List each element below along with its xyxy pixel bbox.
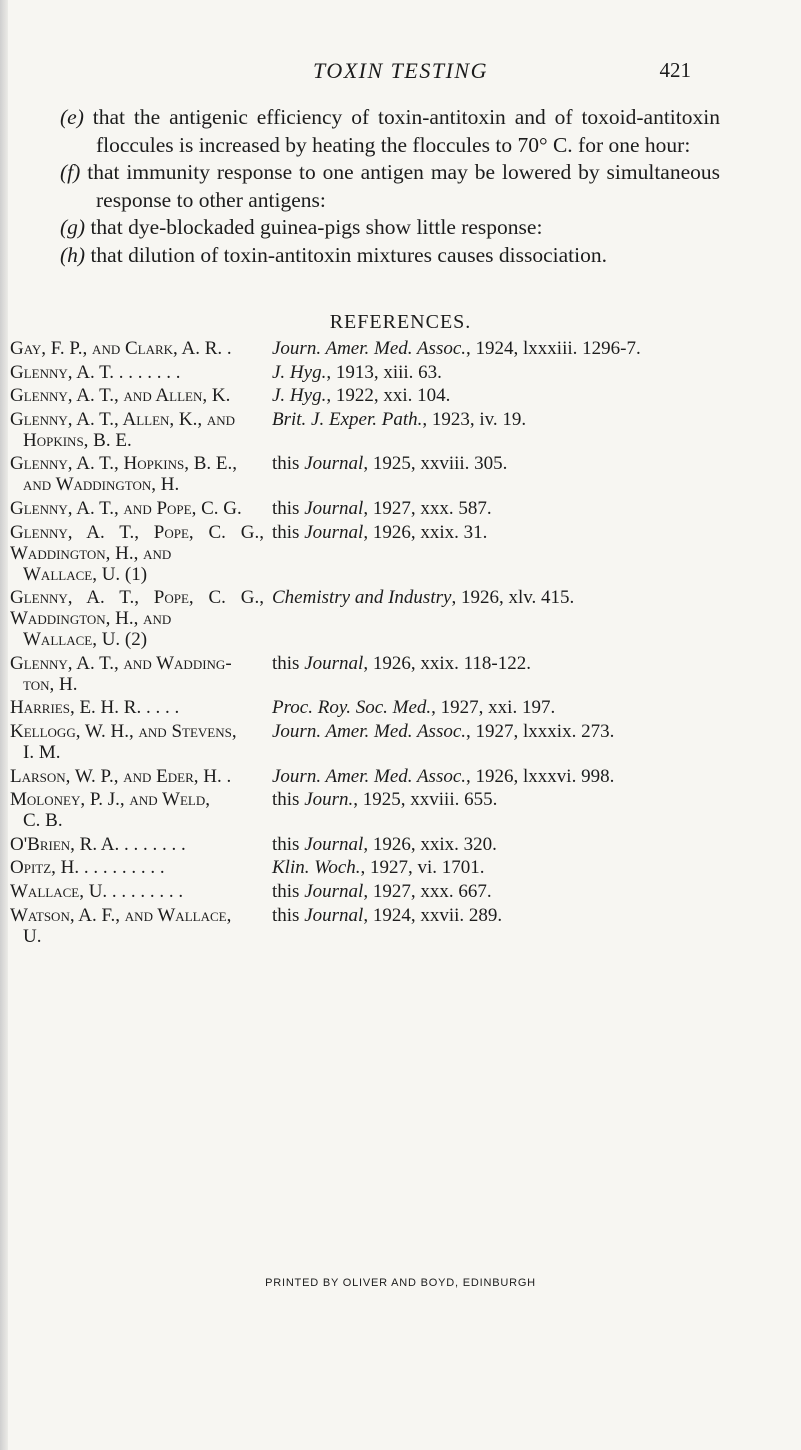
reference-details: , 1924, xxvii. 289. (363, 904, 503, 926)
reference-authors-continuation: Hopkins, B. E. (23, 429, 132, 451)
reference-authors-line: Opitz, H. . . . . . . . . . (10, 857, 165, 879)
reference-details: , 1923, iv. 19. (422, 408, 527, 430)
reference-authors (0, 721, 264, 763)
running-title: TOXIN TESTING (313, 58, 488, 83)
reference-details: , 1926, xxix. 320. (363, 833, 497, 855)
conclusion-text: that dilution of toxin-antitoxin mixtures causes dissociation. (90, 242, 607, 267)
reference-authors (0, 362, 264, 383)
reference-source (264, 453, 507, 495)
reference-source (264, 653, 531, 695)
reference-details: , 1925, xxviii. 305. (363, 453, 508, 475)
reference-authors (0, 453, 264, 495)
reference-journal: Chemistry and Industry (272, 587, 452, 609)
reference-journal: Journal (304, 497, 364, 519)
reference-authors (0, 766, 264, 787)
reference-item (0, 653, 801, 695)
conclusion-marker: (g) (60, 215, 91, 239)
reference-journal: Journal (304, 833, 364, 855)
reference-authors (0, 587, 264, 650)
reference-journal: Journal (304, 521, 364, 543)
reference-authors (0, 857, 264, 878)
reference-authors-continuation: Wallace, U. (2) (23, 629, 148, 651)
reference-authors-continuation: ton, H. (23, 673, 78, 695)
reference-details: , 1926, xlv. 415. (451, 587, 575, 609)
reference-item (0, 697, 801, 718)
reference-authors-line: Watson, A. F., and Wallace, (10, 904, 232, 926)
reference-authors (0, 498, 264, 519)
reference-authors-continuation: and Waddington, H. (23, 474, 180, 496)
reference-item (0, 789, 801, 831)
references-heading: REFERENCES. (329, 311, 472, 333)
printer-imprint: PRINTED BY OLIVER AND BOYD, EDINBURGH (265, 1277, 536, 1289)
reference-prefix: this (272, 904, 305, 926)
reference-authors-line: Glenny, A. T., and Wadding- (10, 652, 232, 674)
reference-journal: Klin. Woch. (272, 857, 361, 879)
reference-authors-line: Harries, E. H. R. . . . . (10, 697, 180, 719)
reference-journal: Proc. Roy. Soc. Med. (272, 697, 432, 719)
reference-authors-line: Glenny, A. T., Pope, C. G., Waddington, H., and (10, 521, 264, 564)
reference-authors-line: Kellogg, W. H., and Stevens, (10, 720, 237, 742)
reference-details: , 1927, lxxxix. 273. (466, 720, 615, 742)
conclusion-marker: (e) (60, 105, 93, 129)
conclusion-item (60, 214, 720, 242)
reference-journal: Journ. Amer. Med. Assoc. (272, 765, 467, 787)
reference-source (264, 721, 614, 763)
reference-authors-continuation: U. (23, 925, 42, 947)
reference-details: , 1913, xiii. 63. (326, 361, 442, 383)
reference-journal: Brit. J. Exper. Path. (272, 408, 423, 430)
page-number: 421 (659, 58, 691, 82)
reference-item (0, 905, 801, 947)
reference-prefix: this (272, 652, 305, 674)
reference-authors (0, 522, 264, 585)
reference-prefix: this (272, 497, 305, 519)
conclusion-text: that immunity response to one antigen may be lowered by simultaneous response to other antigens: (87, 160, 721, 212)
reference-authors (0, 905, 264, 947)
reference-authors-continuation: I. M. (23, 741, 61, 763)
reference-journal: J. Hyg. (272, 361, 327, 383)
reference-item (0, 362, 801, 383)
reference-authors-line: Wallace, U. . . . . . . . . (10, 880, 184, 902)
reference-item (0, 766, 801, 787)
conclusion-text: that dye-blockaded guinea-pigs show little response: (90, 215, 543, 239)
reference-details: , 1927, xxx. 587. (363, 497, 492, 519)
reference-authors-line: Gay, F. P., and Clark, A. R. . (10, 338, 232, 359)
reference-journal: J. Hyg. (272, 385, 327, 407)
reference-details: , 1927, xxx. 667. (363, 880, 492, 902)
reference-authors-line: Glenny, A. T., Allen, K., and (10, 408, 236, 430)
reference-authors (0, 338, 264, 359)
reference-authors-line: Glenny, A. T., and Allen, K. (10, 385, 231, 407)
reference-authors-line: Glenny, A. T., Hopkins, B. E., (10, 453, 237, 475)
conclusion-item (60, 159, 720, 214)
reference-prefix: this (272, 880, 305, 902)
reference-authors-continuation: Wallace, U. (1) (23, 563, 148, 585)
reference-details: , 1924, lxxxiii. 1296-7. (466, 338, 641, 359)
conclusion-item (60, 242, 720, 270)
reference-details: , 1926, xxix. 31. (363, 521, 488, 543)
reference-details: , 1926, xxix. 118-122. (363, 652, 531, 674)
reference-journal: Journal (304, 880, 364, 902)
reference-journal: Journ. (304, 789, 354, 811)
reference-authors (0, 385, 264, 406)
reference-source (264, 409, 526, 451)
reference-item (0, 338, 801, 359)
reference-authors (0, 697, 264, 718)
conclusion-item (60, 104, 720, 159)
reference-journal: Journ. Amer. Med. Assoc. (272, 338, 467, 359)
reference-item (0, 498, 801, 519)
reference-journal: Journal (304, 904, 364, 926)
conclusion-text: that the antigenic efficiency of toxin-antitoxin and of toxoid-antitoxin floccules is increased by heating the floccules to 70° C. for one hour: (92, 105, 720, 157)
reference-item (0, 834, 801, 855)
reference-source (264, 697, 555, 718)
reference-item (0, 587, 801, 650)
conclusion-marker: (h) (60, 242, 91, 267)
reference-prefix: this (272, 521, 305, 543)
reference-authors-line: Moloney, P. J., and Weld, (10, 789, 210, 811)
reference-item (0, 522, 801, 585)
reference-authors-line: O'Brien, R. A. . . . . . . . (10, 833, 186, 855)
reference-source (264, 881, 492, 902)
reference-details: , 1927, vi. 1701. (360, 857, 485, 879)
reference-item (0, 881, 801, 902)
reference-item (0, 409, 801, 451)
reference-authors-continuation: C. B. (23, 810, 63, 832)
reference-prefix: this (272, 789, 305, 811)
reference-source (264, 522, 487, 585)
reference-prefix: this (272, 833, 305, 855)
reference-journal: Journal (304, 453, 364, 475)
reference-source (264, 498, 492, 519)
reference-authors-line: Glenny, A. T., Pope, C. G., Waddington, H., and (10, 587, 264, 630)
reference-authors-line: Larson, W. P., and Eder, H. . (10, 765, 232, 787)
reference-source (264, 857, 485, 878)
reference-prefix: this (272, 453, 305, 475)
reference-journal: Journ. Amer. Med. Assoc. (272, 720, 467, 742)
reference-authors (0, 881, 264, 902)
reference-item (0, 385, 801, 406)
reference-item (0, 857, 801, 878)
reference-details: , 1922, xxi. 104. (326, 385, 451, 407)
reference-details: , 1925, xxviii. 655. (353, 789, 498, 811)
reference-item (0, 721, 801, 763)
reference-authors (0, 789, 264, 831)
reference-source (264, 338, 641, 359)
reference-source (264, 905, 502, 947)
page-header (0, 58, 801, 88)
reference-authors (0, 834, 264, 855)
reference-source (264, 362, 442, 383)
reference-authors (0, 653, 264, 695)
reference-authors (0, 409, 264, 451)
references-list (0, 338, 801, 949)
reference-authors-line: Glenny, A. T. . . . . . . . (10, 361, 181, 383)
reference-source (264, 766, 614, 787)
reference-source (264, 789, 497, 831)
conclusion-marker: (f) (60, 160, 88, 184)
reference-source (264, 587, 574, 650)
reference-source (264, 834, 497, 855)
reference-details: , 1927, xxi. 197. (431, 697, 556, 719)
reference-details: , 1926, lxxxvi. 998. (466, 765, 615, 787)
reference-item (0, 453, 801, 495)
reference-source (264, 385, 450, 406)
reference-journal: Journal (304, 652, 364, 674)
conclusions-list (60, 104, 720, 269)
reference-authors-line: Glenny, A. T., and Pope, C. G. (10, 497, 242, 519)
